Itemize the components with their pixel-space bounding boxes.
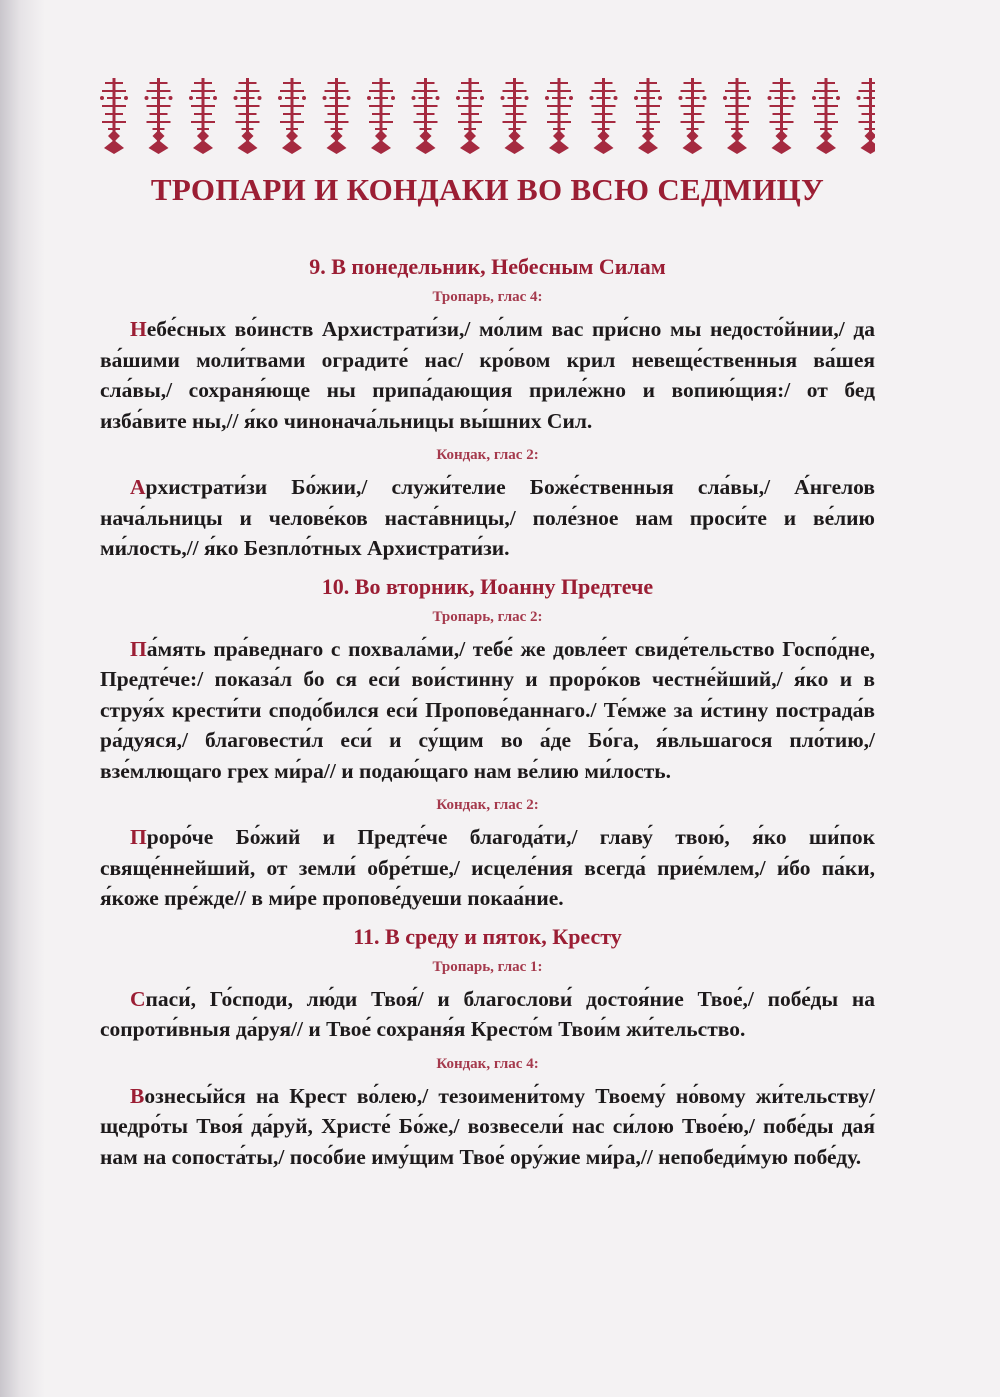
hymn-label: Кондак, глас 4: [436, 1055, 539, 1072]
hymn-body: паси́, Го́споди, лю́ди Твоя́/ и благослови́ достоя́ние Твое́,/ побе́ды на сопроти́вныя да́руя// и Твое́ сохраня́я Кресто́м Твои́м жи́тельство. [100, 986, 875, 1041]
ornament-motif [812, 78, 840, 154]
drop-initial: Н [130, 317, 147, 341]
ornament-motif [412, 78, 440, 154]
ornament-motif [634, 78, 662, 154]
hymn-text [100, 472, 875, 564]
section-wednesday-friday [100, 922, 875, 1173]
page-title: ТРОПАРИ И КОНДАКИ ВО ВСЮ СЕДМИЦУ [150, 172, 825, 207]
hymn-label: Кондак, глас 2: [436, 797, 539, 813]
hymn-body: рхистрати́зи Бо́жии,/ служи́телие Боже́ственныя сла́вы,/ А́нгелов нача́льницы и челове́ков наста́вницы,/ поле́зное нам проси́те и ве́лию ми́лость,// я́ко Безпло́тных Архистрати́зи. [100, 475, 875, 560]
hymn-label: Тропарь, глас 1: [432, 958, 543, 975]
section-monday [100, 252, 875, 564]
ornament-motif [100, 78, 128, 154]
ornament-motif [590, 78, 618, 154]
hymn-text [100, 634, 875, 787]
drop-initial: П [130, 636, 147, 661]
hymn-text [100, 984, 875, 1045]
ornament-motif [278, 78, 306, 154]
ornament-motif [456, 78, 484, 154]
hymn-text [100, 314, 875, 436]
hymn-body: ебе́сных во́инств Архистрати́зи,/ мо́лим вас при́сно мы недосто́йнии,/ да ва́шими моли́твами оградите́ нас/ кро́вом крил невеще́ственныя ва́шея сла́вы,/ сохраня́юще ны припа́дающия приле́жно и вопию́щия:/ от бед изба́вите ны,// я́ко чинонача́льницы вы́шних Сил. [100, 317, 875, 433]
drop-initial: С [130, 986, 146, 1011]
hymn-label: Тропарь, глас 4: [432, 289, 543, 305]
ornament-motif [323, 78, 351, 154]
ornament-motif [768, 78, 796, 154]
ornament-motif [501, 78, 529, 154]
ornament-motif [234, 78, 262, 154]
drop-initial: В [130, 1083, 145, 1108]
ornament-motif [857, 78, 876, 154]
hymn-text [100, 1081, 875, 1173]
section-heading: 11. В среду и пяток, Кресту [353, 923, 622, 949]
hymn-body: а́мять пра́веднаго с похвала́ми,/ тебе́ же довле́ет свиде́тельство Госпо́дне, Предте́че:/ показа́л бо ся еси́ вои́стинну и проро́ков честне́йший,/ я́ко и в струя́х крести́ти сподо́бился еси́ Пропове́даннаго./ Те́мже за и́стину пострада́в ра́дуяся,/ благовести́л еси́ и су́щим во а́де Бо́га, я́вльшагося пло́тию,/ взе́млющаго грех ми́ра// и подаю́щаго нам ве́лию ми́лость. [100, 636, 875, 783]
book-spine-shadow [0, 0, 45, 1397]
hymn-label: Тропарь, глас 2: [432, 608, 543, 625]
ornament-motif [723, 78, 751, 154]
ornament-motif [679, 78, 707, 154]
hymn-body: роро́че Бо́жий и Предте́че благода́ти,/ главу́ твою́, я́ко ши́пок свяще́ннейший, от земли́ обре́тше,/ исцеле́ния всегда́ прие́млем,/ и́бо па́ки, я́коже пре́жде// в ми́ре пропове́дуеши покаа́ние. [100, 825, 875, 910]
ornament-motif [367, 78, 395, 154]
content [100, 252, 875, 1180]
ornament-motif [189, 78, 217, 154]
section-heading: 10. Во вторник, Иоанну Предтече [321, 573, 654, 599]
drop-initial: А [130, 475, 146, 499]
hymn-text [100, 822, 875, 914]
section-tuesday [100, 572, 875, 914]
ornament-border [100, 78, 875, 156]
hymn-label: Кондак, глас 2: [436, 447, 539, 463]
ornament-motif [545, 78, 573, 154]
section-heading: 9. В понедельник, Небесным Силам [309, 254, 666, 279]
hymn-body: ознесы́йся на Крест во́лею,/ тезоимени́тому Твоему́ но́вому жи́тельству/ щедро́ты Твоя́ да́руй, Христе́ Бо́же,/ возвесели́ нас си́лою Твое́ю,/ побе́ды дая́ нам на сопоста́ты,/ посо́бие иму́щим Твое́ ору́жие ми́ра,// непобеди́мую побе́ду. [100, 1083, 875, 1169]
drop-initial: П [130, 825, 147, 849]
book-page [100, 0, 875, 1397]
ornament-motif [145, 78, 173, 154]
